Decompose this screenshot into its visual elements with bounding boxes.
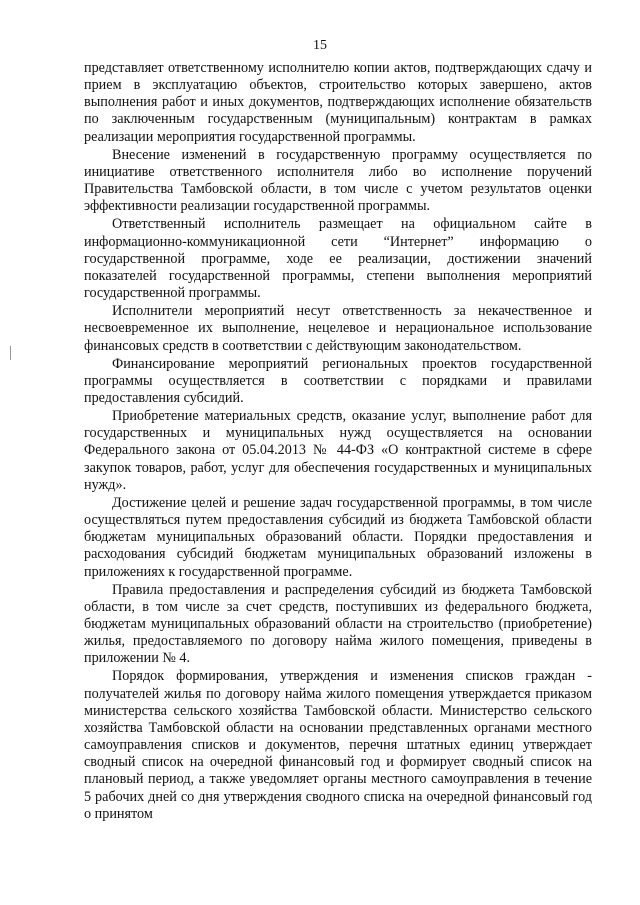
paragraph-4: Исполнители мероприятий несут ответственность за некачественное и несвоевременное их выполнение, нецелевое и нерациональное использование финансовых средств в соответствии с действующим законодательством.: [84, 303, 592, 354]
paragraph-7: Достижение целей и решение задач государственной программы, в том числе осуществляться путем предоставления субсидий из бюджета Тамбовской области бюджетам муниципальных образований области. Порядки предоставления и расходования субсидий бюджетам муниципальных образований изложены в приложениях к государственной программе.: [84, 494, 592, 580]
paragraph-3: Ответственный исполнитель размещает на официальном сайте в информационно-коммуникационной сети “Интернет” информацию о государственной программе, ходе ее реализации, достижении значений показателей государственной программы, степени выполнения мероприятий государственной программы.: [84, 216, 592, 302]
paragraph-9: Порядок формирования, утверждения и изменения списков граждан - получателей жилья по договору найма жилого помещения утверждается приказом министерства сельского хозяйства Тамбовской области. Министерство сельского хозяйства Тамбовской области на основании представленных органами местного самоуправления списков и документов, перечня штатных единиц утверждает сводный список на очередной финансовый год и формирует сводный список на плановый период, а также уведомляет органы местного самоуправления в течение 5 рабочих дней со дня утверждения сводного списка на очередной финансовый год о принятом: [84, 668, 592, 822]
paragraph-2: Внесение изменений в государственную программу осуществляется по инициативе ответственного исполнителя либо во исполнение поручений Правительства Тамбовской области, в том числе с учетом результатов оценки эффективности реализации государственной программы.: [84, 146, 592, 215]
document-body: [84, 60, 592, 823]
paragraph-6: Приобретение материальных средств, оказание услуг, выполнение работ для государственных и муниципальных нужд осуществляется на основании Федерального закона от 05.04.2013 № 44-ФЗ «О контрактной системе в сфере закупок товаров, работ, услуг для обеспечения государственных и муниципальных нужд».: [84, 408, 592, 493]
paragraph-1: представляет ответственному исполнителю копии актов, подтверждающих сдачу и прием в эксплуатацию объектов, строительство которых завершено, актов выполнения работ и иных документов, подтверждающих исполнение обязательств по заключенным государственным (муниципальным) контрактам в рамках реализации мероприятия государственной программы.: [84, 60, 592, 145]
page-number: 15: [313, 38, 327, 53]
paragraph-5: Финансирование мероприятий региональных проектов государственной программы осуществляется в соответствии с порядками и правилами предоставления субсидий.: [84, 355, 592, 406]
margin-mark: [10, 346, 11, 360]
paragraph-8: Правила предоставления и распределения субсидий из бюджета Тамбовской области, в том числе за счет средств, поступивших из федерального бюджета, бюджетам муниципальных образований области на строительство (приобретение) жилья, предоставляемого по договору найма жилого помещения, приведены в приложении № 4.: [84, 581, 592, 667]
